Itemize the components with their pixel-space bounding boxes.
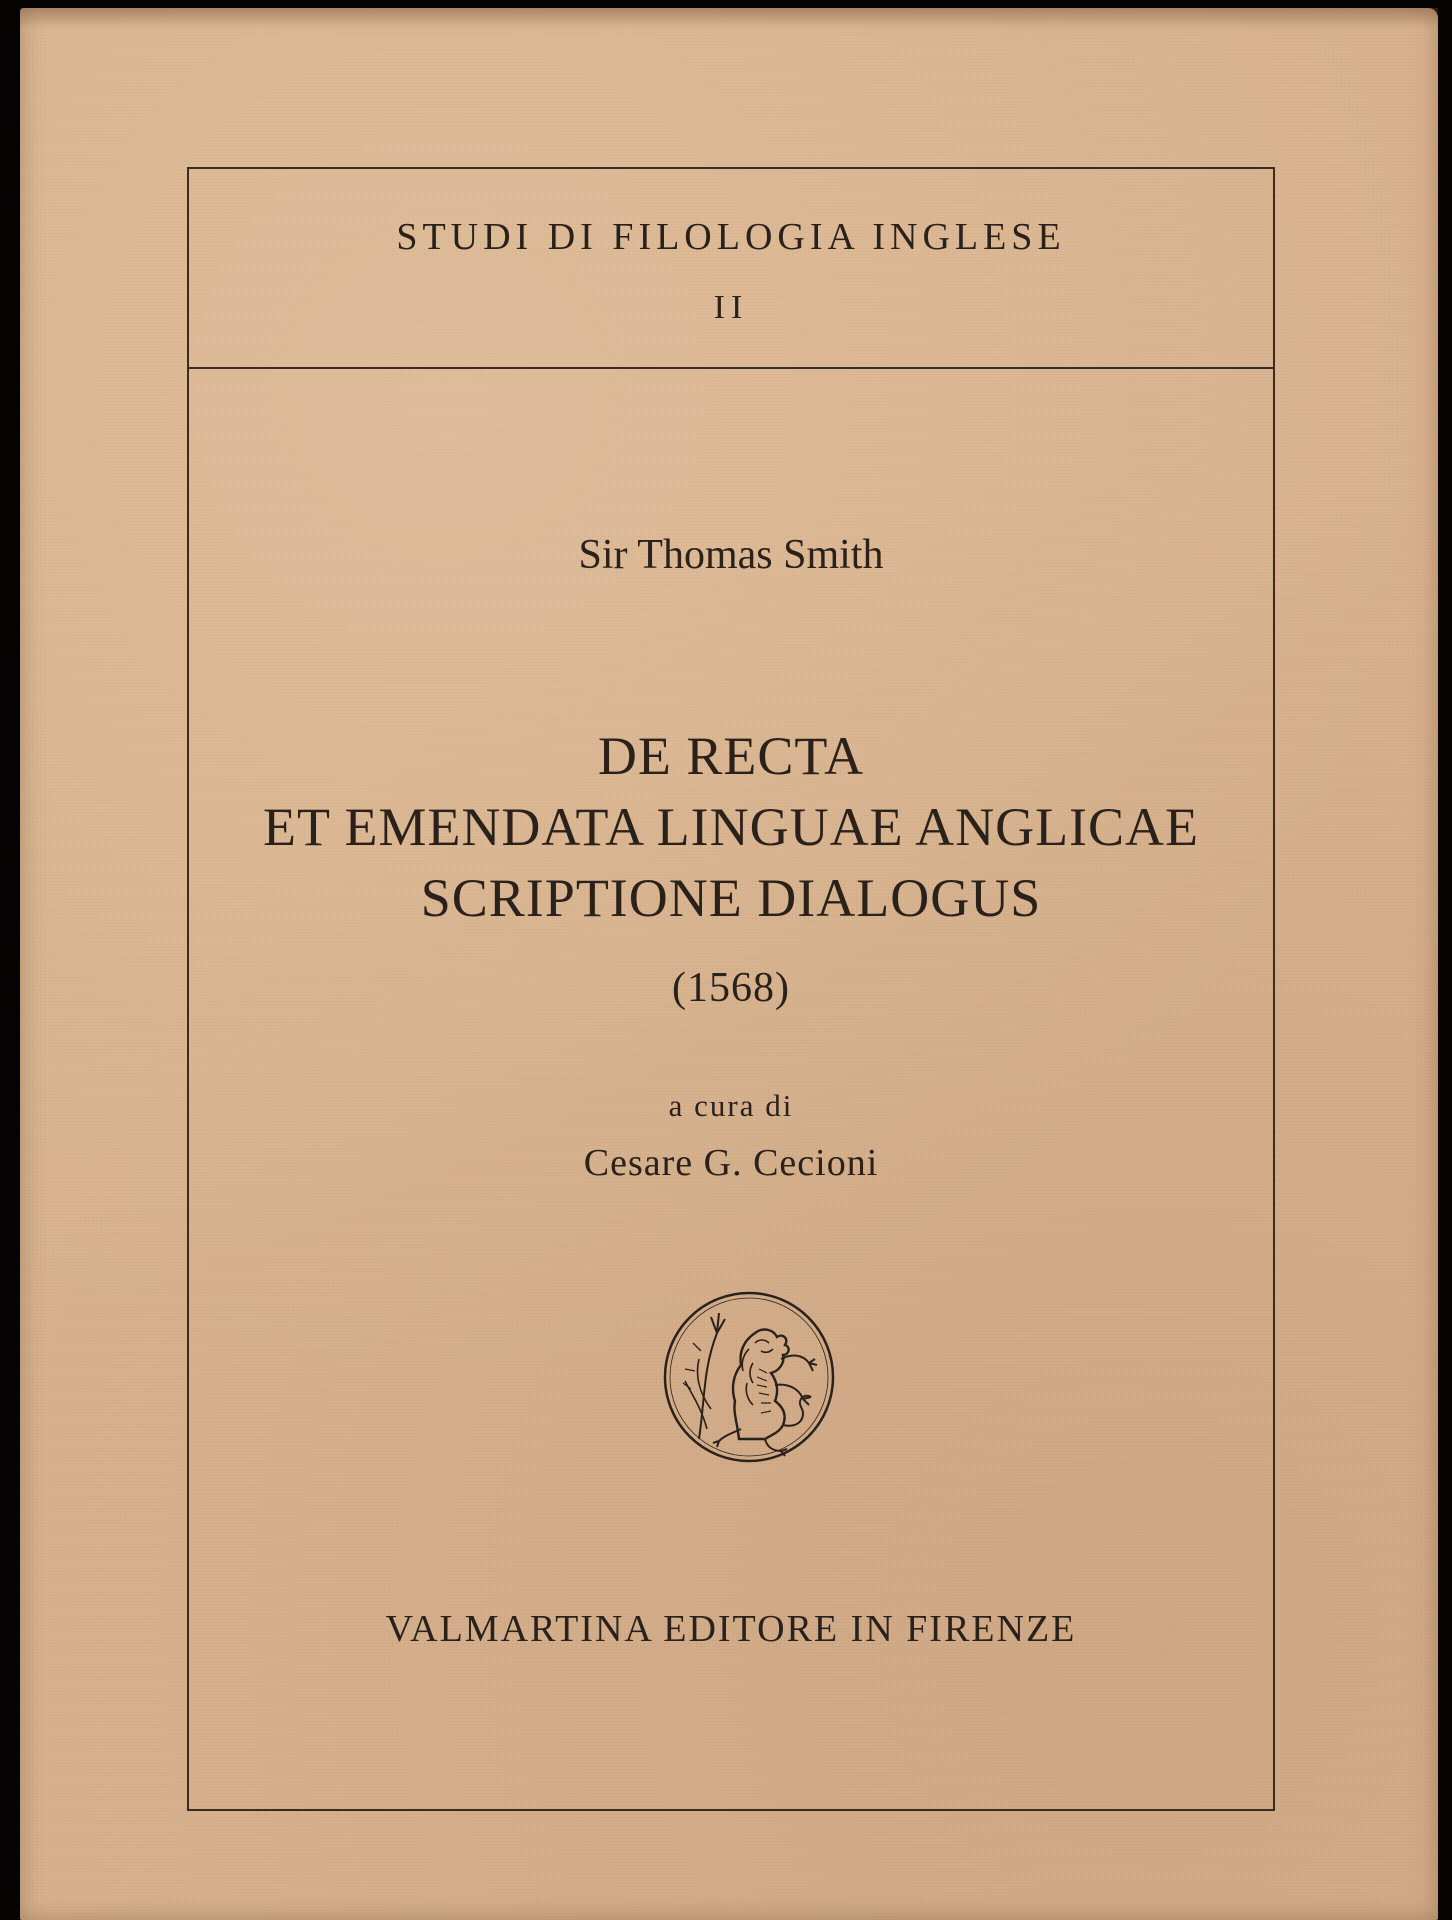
heraldic-lion-icon <box>661 1289 837 1465</box>
book-cover <box>20 8 1438 1920</box>
cover-frame <box>187 167 1275 1811</box>
header-divider <box>189 367 1273 369</box>
author-name: Sir Thomas Smith <box>578 532 884 578</box>
editor-label: a cura di <box>668 1088 794 1123</box>
title-line-3: SCRIPTIONE DIALOGUS <box>420 868 1042 928</box>
publisher-name: VALMARTINA EDITORE IN FIRENZE <box>385 1608 1077 1650</box>
publication-year: (1568) <box>672 965 790 1011</box>
title-line-1: DE RECTA <box>597 726 865 786</box>
series-title: STUDI DI FILOLOGIA INGLESE <box>396 216 1066 258</box>
series-number: II <box>713 289 749 326</box>
title-line-2: ET EMENDATA LINGUAE ANGLICAE <box>262 797 1200 857</box>
editor-name: Cesare G. Cecioni <box>583 1142 879 1184</box>
